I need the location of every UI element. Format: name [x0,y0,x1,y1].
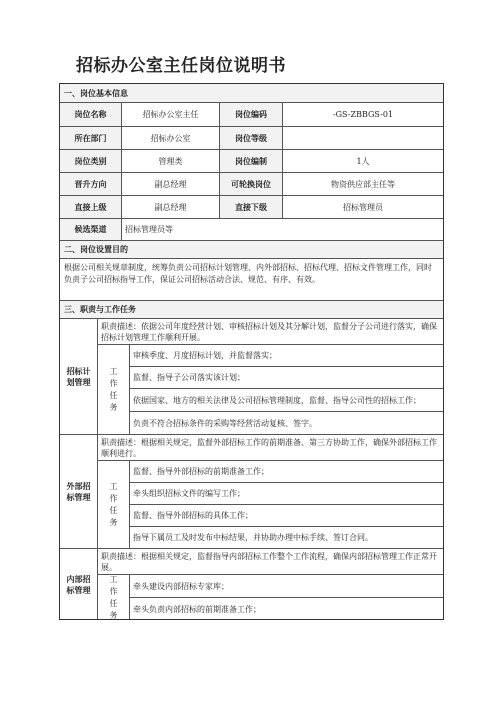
label-candidate-channel: 候选渠道 [60,219,122,240]
label-position-name: 岗位名称 [60,103,122,126]
table-row [60,173,443,196]
list-item: 牵头建设内部招标专家库； [130,575,443,598]
section-basic-info-header: 一、岗位基本信息 [60,84,443,103]
section-purpose-header: 二、岗位设置目的 [60,241,443,259]
label-position-code: 岗位编码 [220,103,283,126]
value-position-category: 管理类 [122,150,220,172]
list-item: 牵头负责内部招标的前期准备工作； [133,605,261,614]
page-title: 招标办公室主任岗位说明书 [76,56,286,76]
list-item: 牵头组织招标文件的编写工作； [130,483,443,505]
list-item: 负责不符合招标条件的采购等经营活动复核、签字。 [130,412,443,435]
value-department: 招标办公室 [122,127,220,149]
duty-description: 职责描述：根据相关规定，监督指导内部招标工作整个工作流程，确保内部招标管理工作正常开展。 [98,549,443,575]
value-supervisor: 副总经理 [122,196,220,218]
duty-group-label: 外部招标管理 [60,435,98,549]
purpose-text: 根据公司相关规章制度，统筹负责公司招标计划管理、内外部招标、招标代理、招标文件管理工作，同时负责子公司招标指导工作，保证公司招标活动合法、规范、有序、有效。 [60,259,443,301]
value-promotion: 副总经理 [122,173,220,195]
label-position-category: 岗位类别 [60,150,122,172]
value-rotation: 物资供应部主任等 [331,179,395,189]
value-position-name: 招标办公室主任 [122,103,220,126]
label-position-level: 岗位等级 [220,127,283,149]
work-task-label: 工作任务 [98,575,130,620]
duty-group-label: 招标计划管理 [60,319,98,435]
list-item: 监督、指导子公司落实该计划； [130,367,443,389]
work-task-label: 工作任务 [98,345,130,435]
value-subordinate: 招标管理员 [343,202,383,212]
label-department: 所在部门 [60,127,122,149]
value-candidate-channel: 招标管理员等 [125,225,173,234]
list-item: 依据国家、地方的相关法律及公司招标管理制度，监督、指导公司性的招标工作； [130,389,443,412]
label-headcount: 岗位编制 [220,150,283,172]
table-row [60,127,443,150]
table-row [60,219,443,241]
duty-group-label: 内部招标管理 [60,549,98,620]
list-item: 审核季度、月度招标计划，并监督落实； [130,345,443,367]
job-description-table [59,83,444,620]
label-subordinate: 直接下级 [220,196,283,218]
section-duties-header: 三、职责与工作任务 [60,301,443,319]
duty-description: 职责描述：依据公司年度经营计划、审核招标计划及其分解计划，监督分子公司进行落实，确保招标计划管理工作顺利开展。 [98,319,443,345]
table-row [60,150,443,173]
label-rotation: 可轮换岗位 [220,173,283,195]
table-row [60,196,443,219]
work-task-label: 工作任务 [98,461,130,549]
list-item: 监督、指导外部招标的前期准备工作； [130,461,443,483]
label-promotion: 晋升方向 [60,173,122,195]
value-headcount: 1人 [356,156,370,166]
list-item: 指导下属员工及时发布中标结果，并协助办理中标手续、签订合同。 [130,527,443,549]
value-position-level [283,127,443,149]
value-position-code: -GS-ZBBGS-01 [332,110,394,119]
label-supervisor: 直接上级 [60,196,122,218]
list-item: 监督、指导外部招标的具体工作； [130,505,443,527]
duty-description: 职责描述：根据相关规定，监督外部招标工作的前期准备、第三方协助工作，确保外部招标工作顺利进行。 [98,435,443,461]
table-row [60,103,443,127]
